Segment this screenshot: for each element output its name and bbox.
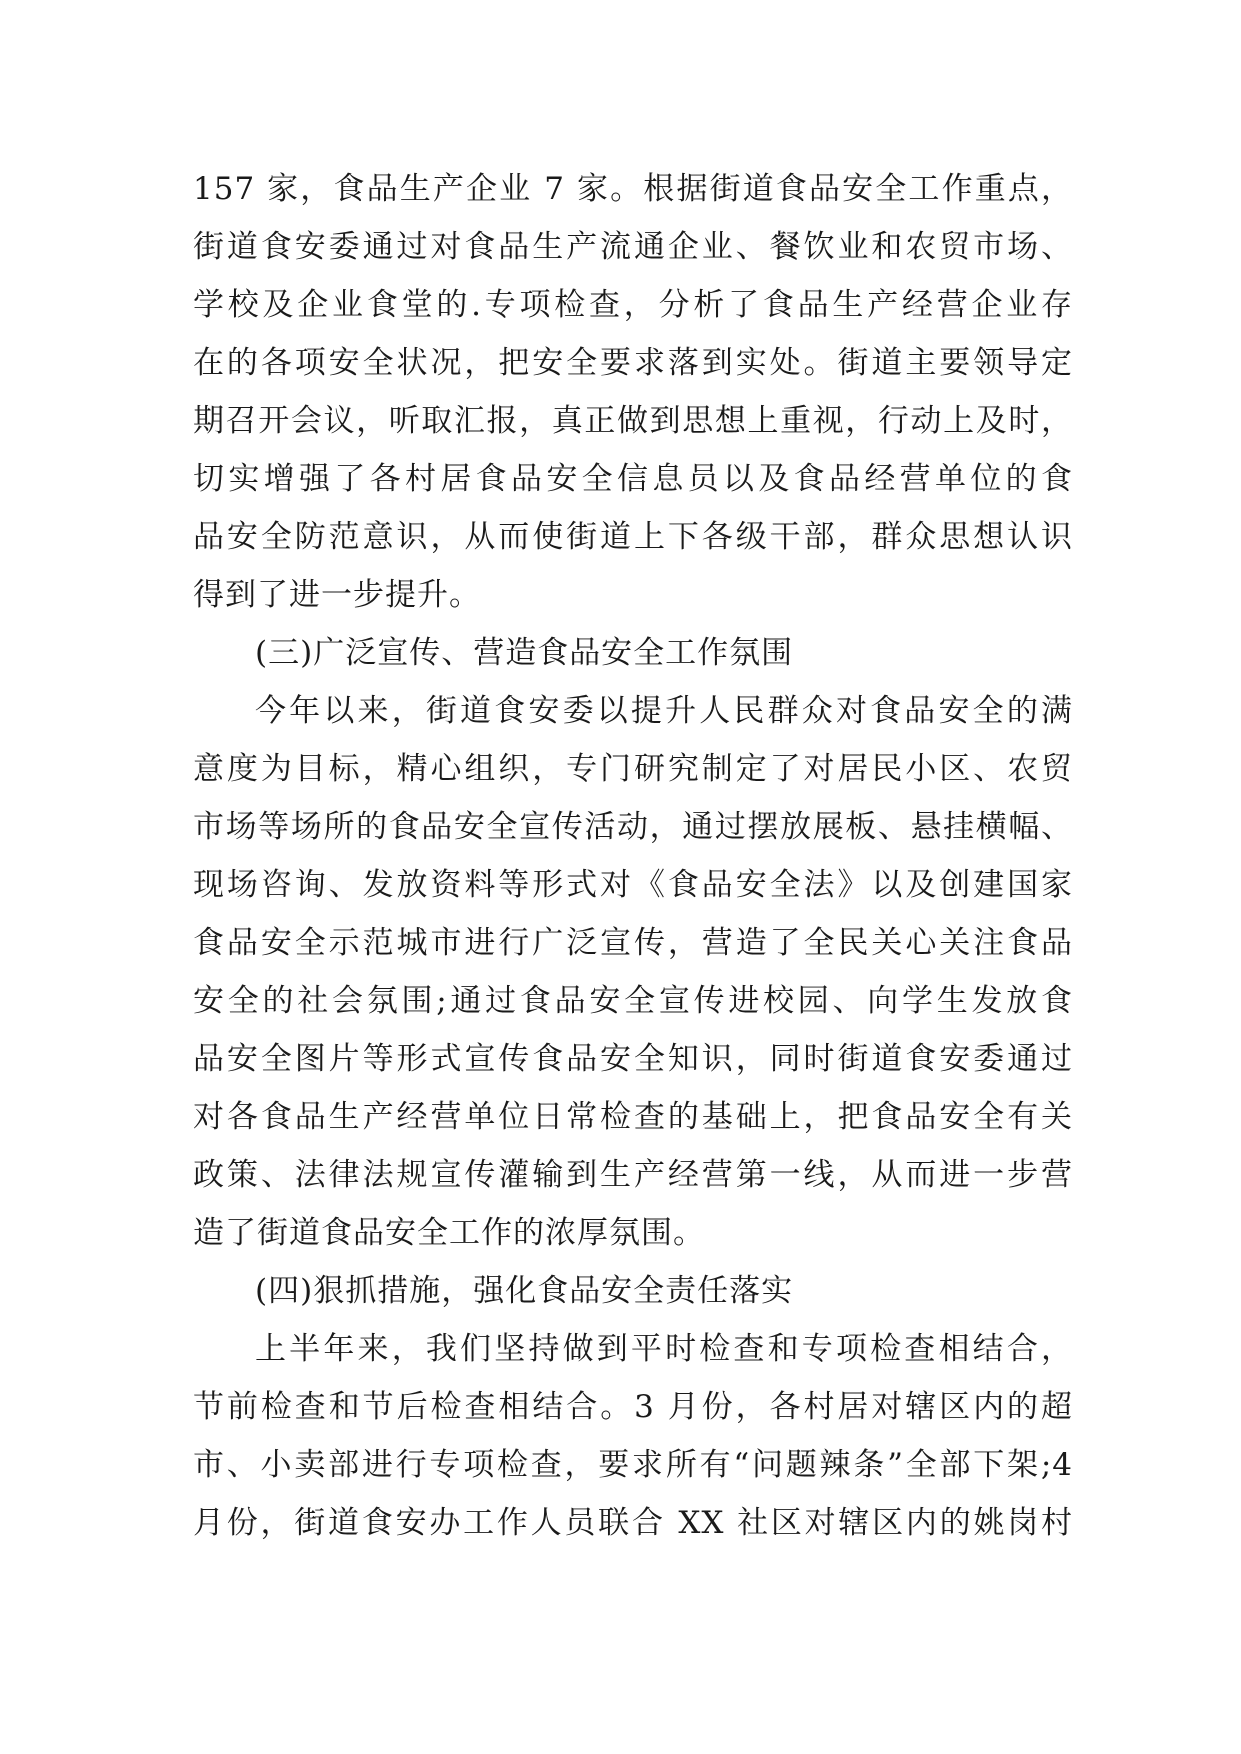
- body-line: 品安全防范意识，从而使街道上下各级干部，群众思想认识: [193, 519, 1073, 555]
- body-line: 期召开会议，听取汇报，真正做到思想上重视，行动上及时，: [193, 403, 1073, 439]
- body-line: 意度为目标，精心组织，专门研究制定了对居民小区、农贸: [193, 751, 1073, 787]
- body-line: 今年以来，街道食安委以提升人民群众对食品安全的满: [255, 693, 1073, 729]
- body-line: 政策、法律法规宣传灌输到生产经营第一线，从而进一步营: [193, 1157, 1073, 1193]
- body-line: 安全的社会氛围;通过食品安全宣传进校园、向学生发放食: [193, 983, 1073, 1019]
- body-line: 得到了进一步提升。: [193, 577, 481, 613]
- body-line: 上半年来，我们坚持做到平时检查和专项检查相结合，: [255, 1331, 1073, 1367]
- body-line: 市场等场所的食品安全宣传活动，通过摆放展板、悬挂横幅、: [193, 809, 1073, 845]
- body-line: 157 家，食品生产企业 7 家。根据街道食品安全工作重点，: [193, 171, 1073, 207]
- body-line: 切实增强了各村居食品安全信息员以及食品经营单位的食: [193, 461, 1073, 497]
- body-line: 节前检查和节后检查相结合。3 月份，各村居对辖区内的超: [193, 1389, 1073, 1425]
- body-line: 食品安全示范城市进行广泛宣传，营造了全民关心关注食品: [193, 925, 1073, 961]
- section-heading-4: (四)狠抓措施，强化食品安全责任落实: [255, 1273, 794, 1309]
- body-line: 现场咨询、发放资料等形式对《食品安全法》以及创建国家: [193, 867, 1073, 903]
- section-heading-3: (三)广泛宣传、营造食品安全工作氛围: [255, 635, 794, 671]
- body-line: 在的各项安全状况，把安全要求落到实处。街道主要领导定: [193, 345, 1073, 381]
- body-line: 月份，街道食安办工作人员联合 XX 社区对辖区内的姚岗村: [193, 1505, 1073, 1541]
- body-line: 街道食安委通过对食品生产流通企业、餐饮业和农贸市场、: [193, 229, 1073, 265]
- body-line: 品安全图片等形式宣传食品安全知识，同时街道食安委通过: [193, 1041, 1073, 1077]
- body-line: 造了街道食品安全工作的浓厚氛围。: [193, 1215, 705, 1251]
- document-body: [193, 160, 1073, 1552]
- body-line: 市、小卖部进行专项检查，要求所有“问题辣条”全部下架;4: [193, 1447, 1073, 1483]
- body-line: 学校及企业食堂的.专项检查，分析了食品生产经营企业存: [193, 287, 1073, 323]
- body-line: 对各食品生产经营单位日常检查的基础上，把食品安全有关: [193, 1099, 1073, 1135]
